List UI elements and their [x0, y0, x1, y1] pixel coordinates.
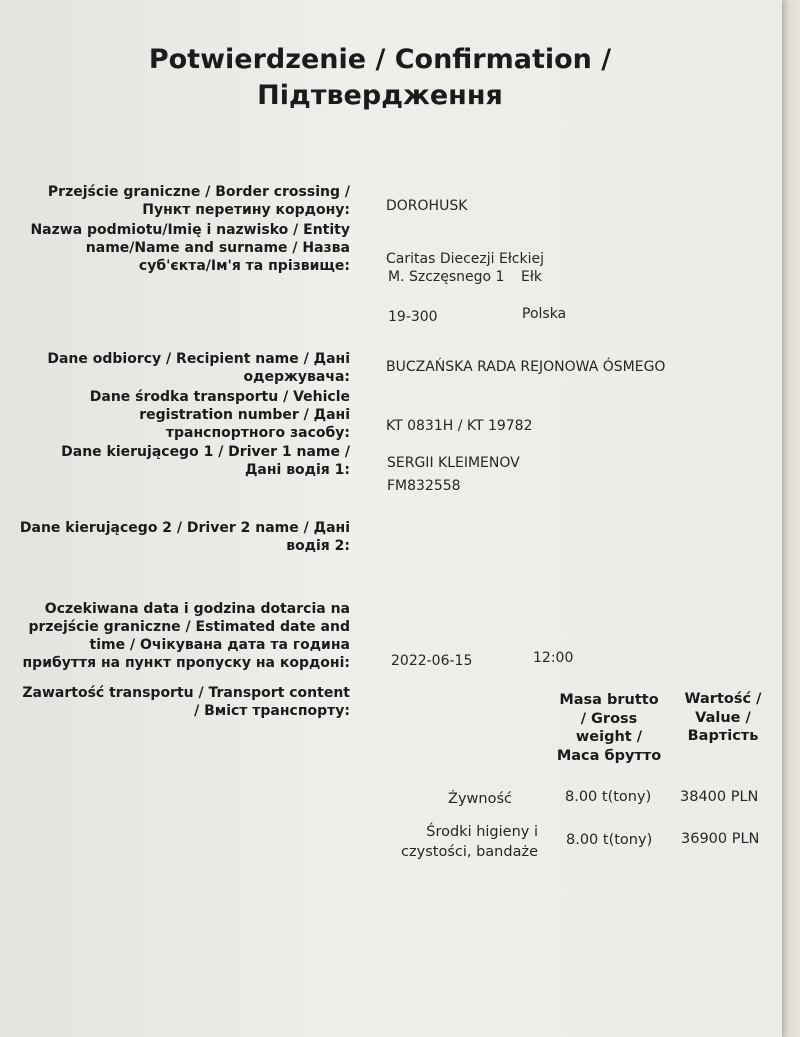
recipient-label: Dane odbiorcy / Recipient name / Дані одержувача:: [47, 351, 350, 385]
driver1-label: Dane kierującego 1 / Driver 1 name / Дані водія 1:: [61, 444, 350, 478]
vehicle-label: Dane środka transportu / Vehicle registration number / Дані транспортного засобу:: [89, 389, 350, 441]
entity-country-value: Polska: [522, 306, 567, 322]
transport-content-label: Zawartość transportu / Transport content / Вміст транспорту:: [22, 685, 350, 719]
arrival-label: Oczekiwana data i godzina dotarcia na przejście graniczne / Estimated date and time / Очікувана дата та година прибуття на пункт пропуску на кордоні:: [22, 601, 350, 671]
border-crossing-label: Przejście graniczne / Border crossing / Пункт перетину кордону:: [47, 184, 350, 218]
content-row-2-value: 36900 PLN: [681, 831, 760, 847]
border-crossing-value: DOROHUSK: [386, 198, 468, 214]
content-row-1-item: Żywność: [448, 791, 512, 807]
title-line-1: Potwierdzenie / Confirmation /: [148, 44, 612, 75]
title-line-2: Підтвердження: [257, 80, 503, 111]
entity-city-value: Ełk: [521, 269, 542, 285]
document-title: [60, 42, 700, 114]
recipient-value: BUCZAŃSKA RADA REJONOWA ÓSMEGO: [386, 359, 666, 375]
arrival-date-value: 2022-06-15: [391, 653, 473, 669]
entity-street-value: M. Szczęsnego 1: [388, 269, 505, 285]
value-column-header: Wartość / Value / Вартість: [684, 691, 762, 744]
driver1-name-value: SERGII KLEIMENOV: [387, 455, 520, 471]
content-row-1-weight: 8.00 t(tony): [565, 789, 652, 805]
content-row-2-weight: 8.00 t(tony): [566, 832, 653, 848]
driver2-label: Dane kierującego 2 / Driver 2 name / Дані водія 2:: [19, 520, 350, 554]
entity-name-label: Nazwa podmiotu/Imię i nazwisko / Entity name/Name and surname / Назва суб'єкта/Ім'я та прізвище:: [30, 222, 350, 274]
entity-postal-code-value: 19-300: [388, 309, 438, 325]
arrival-time-value: 12:00: [533, 650, 574, 666]
entity-name-value: Caritas Diecezji Ełckiej: [386, 251, 545, 267]
vehicle-value: KT 0831H / KT 19782: [386, 418, 533, 434]
content-row-1-value: 38400 PLN: [680, 789, 759, 805]
content-row-2-item: Środki higieny i czystości, bandaże: [401, 824, 538, 860]
driver1-document-value: FM832558: [387, 478, 461, 494]
weight-column-header: Masa brutto / Gross weight / Маса брутто: [556, 692, 662, 764]
